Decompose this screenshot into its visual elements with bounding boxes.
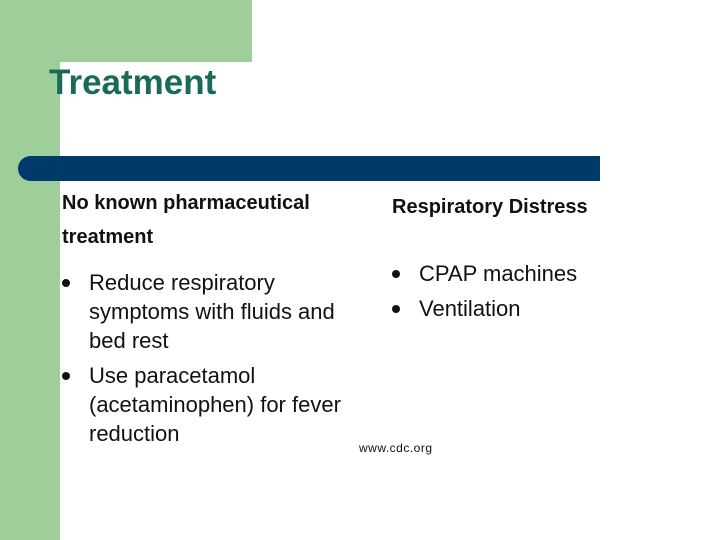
title-underline-bar xyxy=(18,156,600,181)
source-citation: www.cdc.org xyxy=(359,441,433,455)
list-item xyxy=(392,259,692,288)
list-item-text: Ventilation xyxy=(419,296,521,321)
left-column-heading: No known pharmaceutical treatment xyxy=(62,192,310,248)
right-bullet-list xyxy=(392,259,692,329)
list-item xyxy=(392,294,692,323)
list-item xyxy=(62,361,362,448)
bullet-icon xyxy=(62,279,70,287)
list-item-text: Use paracetamol (acetaminophen) for fever reduction xyxy=(89,363,341,446)
list-item-text: CPAP machines xyxy=(419,261,578,286)
right-column-heading: Respiratory Distress xyxy=(392,196,588,218)
list-item-text: Reduce respiratory symptoms with fluids and bed rest xyxy=(89,270,335,353)
bullet-icon xyxy=(392,305,400,313)
bullet-icon xyxy=(62,372,70,380)
bullet-icon xyxy=(392,270,400,278)
left-bullet-list xyxy=(62,268,362,454)
slide-title: Treatment xyxy=(49,63,217,102)
list-item xyxy=(62,268,362,355)
